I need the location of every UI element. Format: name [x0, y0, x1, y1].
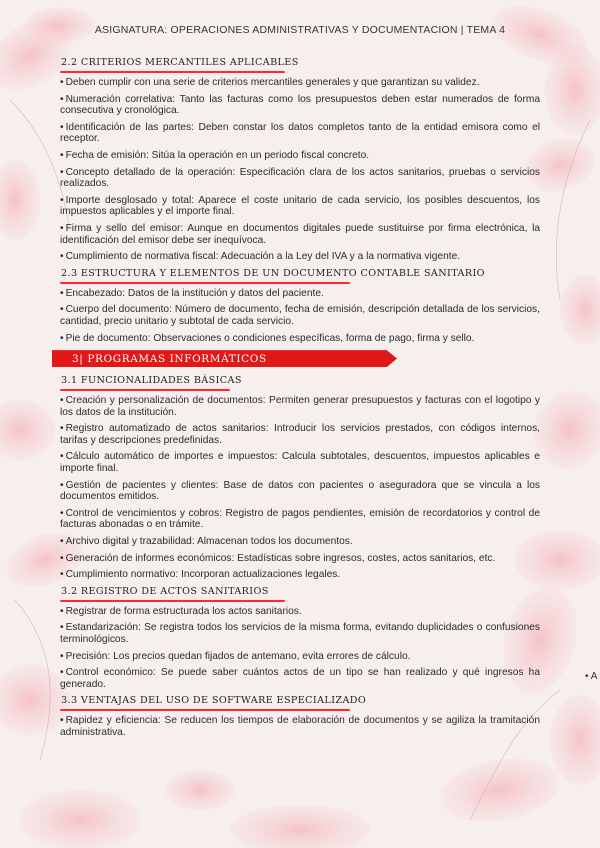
section-title: 2.3 ESTRUCTURA Y ELEMENTOS DE UN DOCUMENTO CONTABLE SANITARIO	[61, 267, 485, 279]
list-item: • Archivo digital y trazabilidad: Almacenan todos los documentos.	[60, 536, 353, 548]
section-title: 3.3 VENTAJAS DEL USO DE SOFTWARE ESPECIALIZADO	[61, 695, 367, 707]
section-underline	[60, 600, 285, 602]
banner-title: 3| PROGRAMAS INFORMÁTICOS	[72, 353, 267, 366]
bullet-list	[60, 395, 540, 581]
list-item: • Rapidez y eficiencia: Se reducen los tiempos de elaboración de documentos y se agiliza la tramitación administrativa.	[60, 715, 540, 738]
bullet-list	[60, 77, 540, 263]
content-column	[60, 55, 540, 744]
section-title: 2.2 CRITERIOS MERCANTILES APLICABLES	[61, 57, 299, 68]
list-item: • Generación de informes económicos: Estadísticas sobre ingresos, costes, actos sanitarios, etc.	[60, 552, 496, 564]
list-item: • Registrar de forma estructurada los actos sanitarios.	[60, 605, 302, 617]
list-item: • Deben cumplir con una serie de criterios mercantiles generales y que garantizan su validez.	[60, 77, 480, 88]
list-item: • Firma y sello del emisor: Aunque en documentos digitales puede sustituirse por firma electrónica, la identificación del emisor debe ser inequívoca.	[60, 222, 540, 246]
bullet-list	[60, 288, 540, 344]
section-underline	[60, 389, 230, 391]
list-item: • Estandarización: Se registra todos los servicios de la misma forma, evitando duplicidades o confusiones terminológicos.	[60, 622, 540, 645]
section-underline	[60, 709, 350, 711]
list-item: • Registro automatizado de actos sanitarios: Introducir los servicios prestados, con códigos internos, tarifas y descripciones predefinidas.	[60, 423, 540, 446]
list-item: • Creación y personalización de documentos: Permiten generar presupuestos y facturas con el logotipo y los datos de la institución.	[60, 395, 540, 418]
section-2-3	[60, 268, 540, 344]
list-item: • Cálculo automático de importes e impuestos: Calcula subtotales, descuentos, impuestos aplicables e importe final.	[60, 451, 540, 475]
section-underline	[60, 282, 350, 284]
page-header: ASIGNATURA: OPERACIONES ADMINISTRATIVAS Y DOCUMENTACION | TEMA 4	[94, 24, 506, 36]
list-item: • Identificación de las partes: Deben constar los datos completos tanto de la entidad emisora como el receptor.	[60, 121, 540, 145]
list-item: • Control económico: Se puede saber cuántos actos de un tipo se han realizado y qué ingresos ha generado.	[60, 667, 540, 690]
list-item: • Cumplimiento normativo: Incorporan actualizaciones legales.	[60, 569, 341, 581]
section-underline	[60, 71, 285, 73]
bullet-list	[60, 606, 540, 691]
list-item: • Encabezado: Datos de la institución y datos del paciente.	[60, 287, 324, 299]
list-item: • Cuerpo del documento: Número de documento, fecha de emisión, descripción detallada de los servicios, cantidad, precio unitario y subtotal de cada servicio.	[60, 304, 540, 327]
list-item: • Gestión de pacientes y clientes: Base de datos con pacientes o aseguradora que se vincula a los documentos emitidos.	[60, 479, 540, 503]
list-item: • Control de vencimientos y cobros: Registro de pagos pendientes, emisión de recordatorios y control de facturas abonadas o en trámite.	[60, 507, 540, 531]
cut-off-text-fragment: • A	[585, 671, 598, 682]
section-2-2	[60, 57, 540, 263]
section-3-1	[60, 375, 540, 581]
section-3-2	[60, 586, 540, 691]
list-item: • Precisión: Los precios quedan fijados de antemano, evita errores de cálculo.	[60, 650, 411, 662]
chapter-banner	[60, 350, 540, 367]
section-title: 3.1 FUNCIONALIDADES BÁSICAS	[61, 375, 242, 387]
list-item: • Fecha de emisión: Sitúa la operación en un periodo fiscal concreto.	[60, 149, 370, 161]
list-item: • Pie de documento: Observaciones o condiciones específicas, forma de pago, firma y sello.	[60, 332, 475, 344]
section-3-3	[60, 695, 540, 738]
list-item: • Concepto detallado de la operación: Especificación clara de los actos sanitarios, pruebas o servicios realizados.	[60, 166, 540, 190]
section-title: 3.2 REGISTRO DE ACTOS SANITARIOS	[61, 585, 269, 597]
bullet-list	[60, 715, 540, 738]
list-item: • Cumplimiento de normativa fiscal: Adecuación a la Ley del IVA y a la normativa vigente.	[60, 251, 461, 263]
list-item: • Numeración correlativa: Tanto las facturas como los presupuestos deben estar numerados de forma consecutiva y cronológica.	[60, 93, 540, 117]
list-item: • Importe desglosado y total: Aparece el coste unitario de cada servicio, los posibles descuentos, los impuestos aplicables y el importe final.	[60, 194, 540, 218]
